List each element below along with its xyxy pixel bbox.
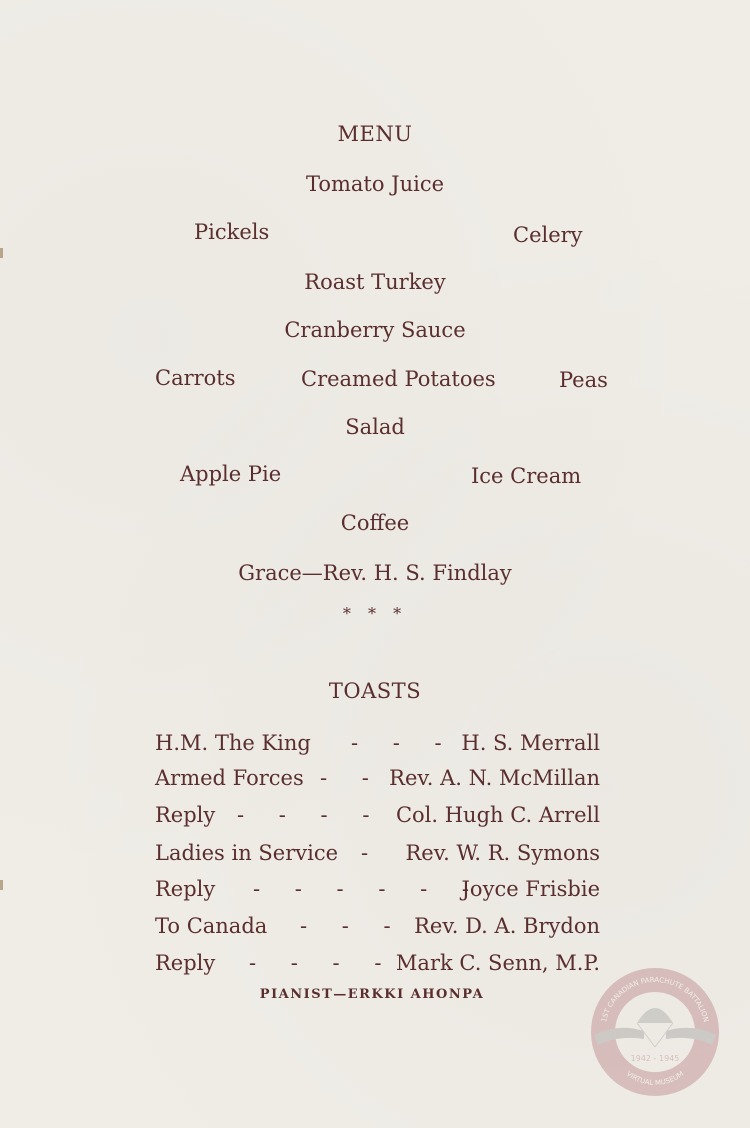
toast-row xyxy=(155,877,600,903)
menu-item-tomato-juice: Tomato Juice xyxy=(305,172,445,196)
toast-name: Reply xyxy=(155,951,216,975)
museum-watermark-seal xyxy=(588,965,722,1099)
toast-speaker: Rev. D. A. Brydon xyxy=(414,914,600,938)
menu-item-carrots: Carrots xyxy=(155,366,236,390)
toast-dashes: - - - - xyxy=(249,951,396,975)
toast-dashes: - - - xyxy=(351,731,456,755)
toast-dashes: - - - - xyxy=(237,803,384,827)
menu-item-celery: Celery xyxy=(513,223,583,247)
menu-item-coffee: Coffee xyxy=(340,511,410,535)
menu-item-ice-cream: Ice Cream xyxy=(471,464,582,488)
toast-row xyxy=(155,841,600,867)
seal-years: 1942 - 1945 xyxy=(630,1054,680,1063)
pianist-credit: PIANIST—ERKKI AHONPA xyxy=(259,987,485,1002)
toast-name: Armed Forces xyxy=(155,766,304,790)
toast-dashes: - - - - - - xyxy=(253,877,483,901)
separator: * * * xyxy=(342,604,408,623)
menu-heading: MENU xyxy=(337,122,413,146)
toast-speaker: Rev. A. N. McMillan xyxy=(389,766,600,790)
toast-name: H.M. The King xyxy=(155,731,311,755)
toast-speaker: Joyce Frisbie xyxy=(461,877,600,901)
seal-top-text: 1ST CANADIAN PARACHUTE BATTALION xyxy=(600,975,710,1023)
toast-dashes: - - xyxy=(320,766,383,790)
toasts-heading: TOASTS xyxy=(328,679,422,703)
toast-speaker: Col. Hugh C. Arrell xyxy=(395,803,600,827)
toast-speaker: H. S. Merrall xyxy=(461,731,600,755)
toast-name: Reply xyxy=(155,877,216,901)
toast-row xyxy=(155,731,600,757)
toast-name: To Canada xyxy=(155,914,268,938)
seal-bottom-text: VIRTUAL MUSEUM xyxy=(624,1069,686,1088)
menu-item-peas: Peas xyxy=(559,368,608,392)
menu-item-pickels: Pickels xyxy=(194,220,270,244)
menu-item-salad: Salad xyxy=(345,415,405,439)
toast-row xyxy=(155,951,600,977)
toast-row xyxy=(155,803,600,829)
toast-speaker: Mark C. Senn, M.P. xyxy=(395,951,600,975)
toast-dashes: - xyxy=(361,841,383,865)
toast-row xyxy=(155,914,600,940)
binding-mark xyxy=(0,248,3,258)
toast-name: Reply xyxy=(155,803,216,827)
toast-dashes: - - - xyxy=(300,914,405,938)
menu-item-creamed-potatoes: Creamed Potatoes xyxy=(301,367,496,391)
grace-line: Grace—Rev. H. S. Findlay xyxy=(238,561,512,585)
menu-item-roast-turkey: Roast Turkey xyxy=(304,270,446,294)
menu-item-apple-pie: Apple Pie xyxy=(180,462,282,486)
menu-item-cranberry-sauce: Cranberry Sauce xyxy=(284,318,466,342)
toast-speaker: Rev. W. R. Symons xyxy=(405,841,600,865)
toast-name: Ladies in Service xyxy=(155,841,339,865)
binding-mark xyxy=(0,880,3,890)
toast-row xyxy=(155,766,600,792)
